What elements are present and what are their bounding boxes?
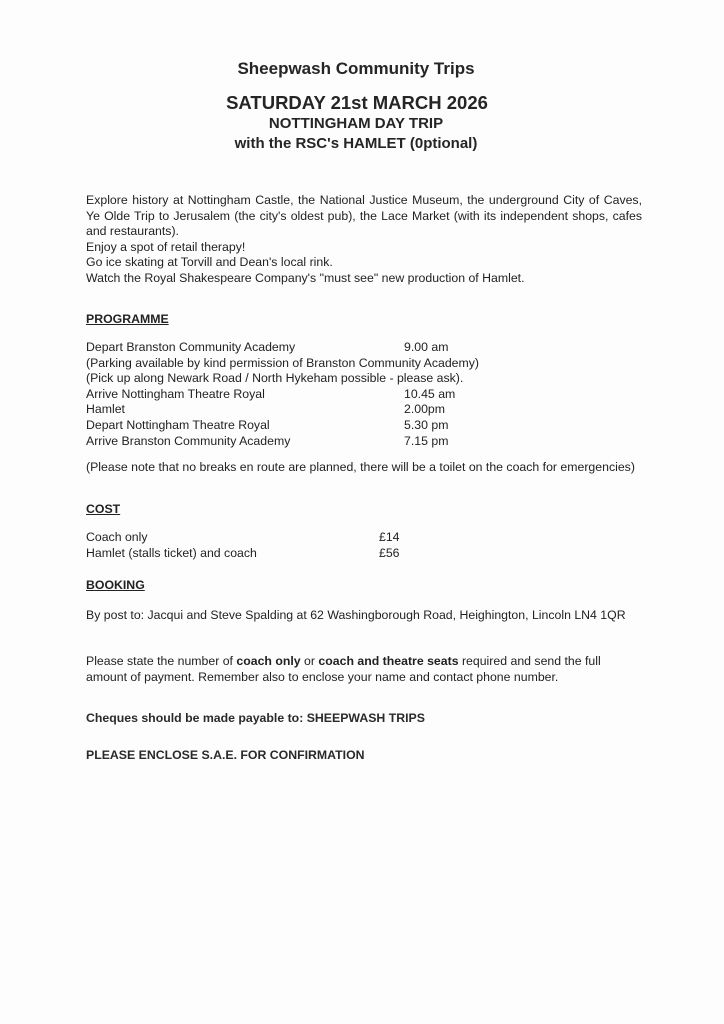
cost-price: £56 (379, 545, 400, 560)
cost-row (86, 530, 642, 546)
intro-paragraph: Explore history at Nottingham Castle, the National Justice Museum, the underground City of Caves, Ye Olde Trip to Jerusalem (the city's oldest pub), the Lace Market (with its independent shops, cafes and restaurants). (86, 193, 642, 239)
trip-subtitle: with the RSC's HAMLET (0ptional) (234, 135, 478, 152)
programme-row (86, 387, 642, 403)
programme-label: Arrive Branston Community Academy (86, 433, 291, 448)
programme-time: 10.45 am (404, 386, 456, 401)
instructions-bold: coach only (236, 654, 301, 668)
programme-row (86, 402, 642, 418)
programme-row (86, 418, 642, 434)
intro-line: Watch the Royal Shakespeare Company's "must see" new production of Hamlet. (86, 270, 525, 285)
cost-price: £14 (379, 530, 400, 544)
programme-list (86, 340, 642, 449)
programme-time: 5.30 pm (404, 417, 449, 432)
instructions-bold: coach and theatre seats (318, 654, 459, 668)
instructions-text: required and send the full amount of payment. Remember also to enclose your name and contact phone number. (86, 654, 601, 684)
intro-line: Go ice skating at Torvill and Dean's local rink. (86, 255, 333, 270)
programme-note: (Parking available by kind permission of Branston Community Academy) (86, 355, 479, 370)
booking-heading: BOOKING (86, 578, 145, 592)
programme-time: 7.15 pm (404, 433, 449, 448)
booking-instructions (86, 654, 642, 685)
instructions-text: or (300, 654, 319, 668)
programme-label: Arrive Nottingham Theatre Royal (86, 386, 265, 401)
programme-heading: PROGRAMME (86, 312, 169, 326)
programme-label: Hamlet (86, 402, 125, 417)
cost-row (86, 546, 642, 562)
organisation-title: Sheepwash Community Trips (237, 59, 475, 78)
programme-time: 9.00 am (404, 340, 449, 354)
intro-line: Enjoy a spot of retail therapy! (86, 239, 246, 254)
route-note: (Please note that no breaks en route are planned, there will be a toilet on the coach for emergencies) (86, 460, 635, 474)
programme-row (86, 434, 642, 450)
programme-label: Depart Branston Community Academy (86, 340, 296, 354)
title-block (0, 58, 724, 154)
cost-list (86, 530, 642, 561)
programme-note: (Pick up along Newark Road / North Hykeham possible - please ask). (86, 371, 464, 386)
programme-time: 2.00pm (404, 402, 446, 417)
programme-label: Depart Nottingham Theatre Royal (86, 417, 270, 432)
sae-note: PLEASE ENCLOSE S.A.E. FOR CONFIRMATION (86, 748, 365, 762)
cost-label: Hamlet (stalls ticket) and coach (86, 545, 257, 560)
trip-name: NOTTINGHAM DAY TRIP (268, 115, 444, 132)
booking-address: By post to: Jacqui and Steve Spalding at 62 Washingborough Road, Heighington, Lincoln LN4 1QR (86, 608, 626, 622)
cheques-note: Cheques should be made payable to: SHEEPWASH TRIPS (86, 711, 425, 725)
instructions-text: Please state the number of (86, 654, 237, 668)
cost-heading: COST (86, 502, 121, 516)
cost-label: Coach only (86, 530, 148, 544)
programme-row (86, 340, 642, 356)
intro-section (86, 193, 642, 287)
trip-date: SATURDAY 21st MARCH 2026 (226, 92, 488, 113)
